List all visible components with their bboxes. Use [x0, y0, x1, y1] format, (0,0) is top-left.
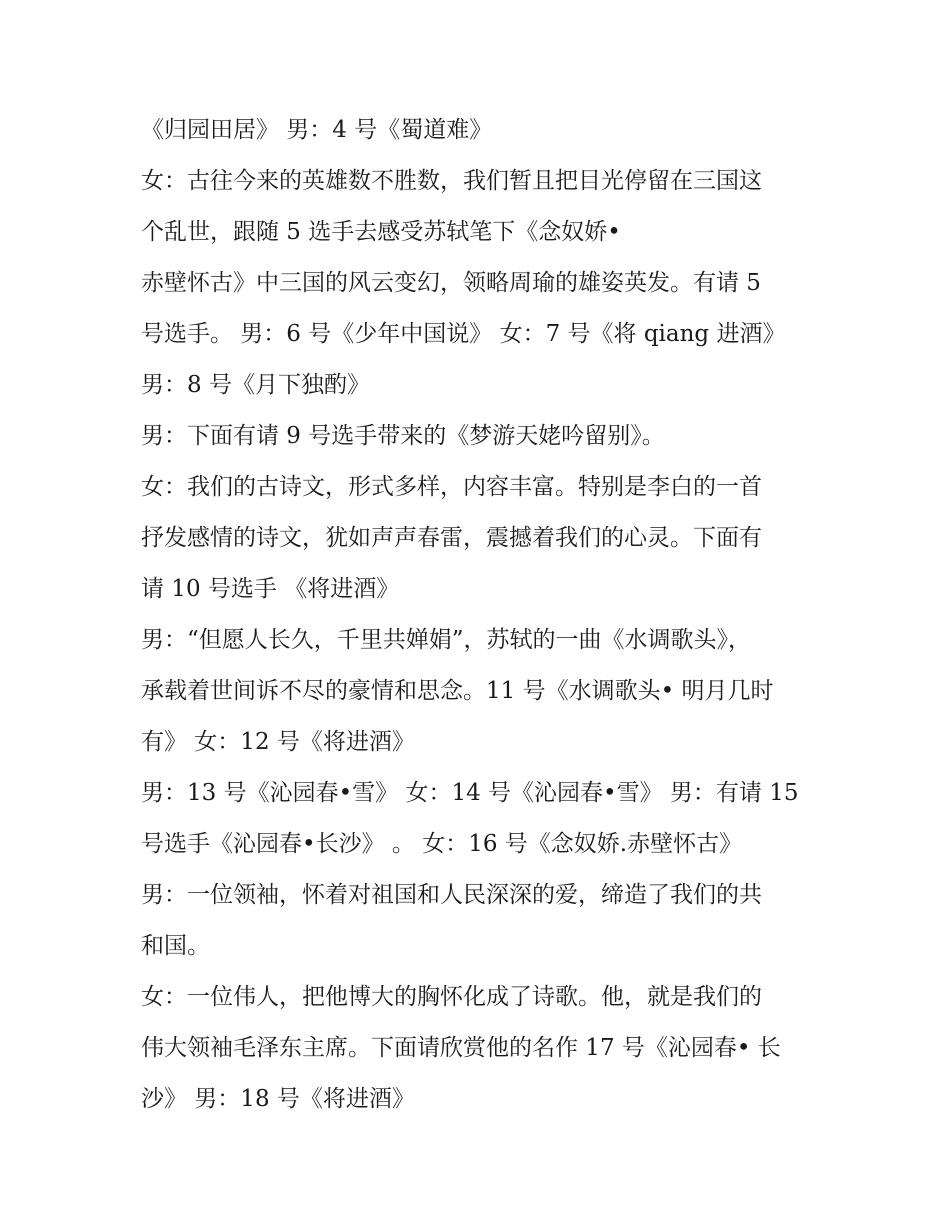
- text-line: 男：13 号《沁园春•雪》 女：14 号《沁园春•雪》 男：有请 15: [141, 780, 799, 806]
- text-line: 和国。: [141, 933, 210, 959]
- document-text: [141, 108, 841, 1128]
- text-line: 抒发感情的诗文，犹如声声春雷，震撼着我们的心灵。下面有: [141, 525, 762, 551]
- text-line: 号选手。 男：6 号《少年中国说》 女：7 号《将 qiang 进酒》: [141, 321, 786, 347]
- text-line: 女：一位伟人，把他博大的胸怀化成了诗歌。他，就是我们的: [141, 984, 762, 1010]
- text-line: 赤壁怀古》中三国的风云变幻，领略周瑜的雄姿英发。有请 5: [141, 270, 761, 296]
- text-line: 男：“但愿人长久，千里共婵娟”，苏轼的一曲《水调歌头》，: [141, 627, 752, 653]
- text-line: 女：我们的古诗文，形式多样，内容丰富。特别是李白的一首: [141, 474, 762, 500]
- text-line: 承载着世间诉不尽的豪情和思念。11 号《水调歌头• 明月几时: [141, 678, 774, 704]
- text-line: 有》 女：12 号《将进酒》: [141, 729, 415, 755]
- text-line: 沙》 男：18 号《将进酒》: [141, 1086, 415, 1112]
- text-line: 伟大领袖毛泽东主席。下面请欣赏他的名作 17 号《沁园春• 长: [141, 1035, 781, 1061]
- text-line: 《归园田居》 男：4 号《蜀道难》: [141, 117, 493, 143]
- text-line: 女：古往今来的英雄数不胜数，我们暂且把目光停留在三国这: [141, 168, 762, 194]
- text-line: 请 10 号选手 《将进酒》: [141, 576, 400, 602]
- text-line: 男：下面有请 9 号选手带来的《梦游天姥吟留别》。: [141, 423, 665, 449]
- text-line: 男：一位领袖，怀着对祖国和人民深深的爱，缔造了我们的共: [141, 882, 762, 908]
- text-line: 个乱世，跟随 5 选手去感受苏轼笔下《念奴娇•: [141, 219, 621, 245]
- text-line: 号选手《沁园春•长沙》 。 女：16 号《念奴娇.赤壁怀古》: [141, 831, 743, 857]
- text-line: 男：8 号《月下独酌》: [141, 372, 370, 398]
